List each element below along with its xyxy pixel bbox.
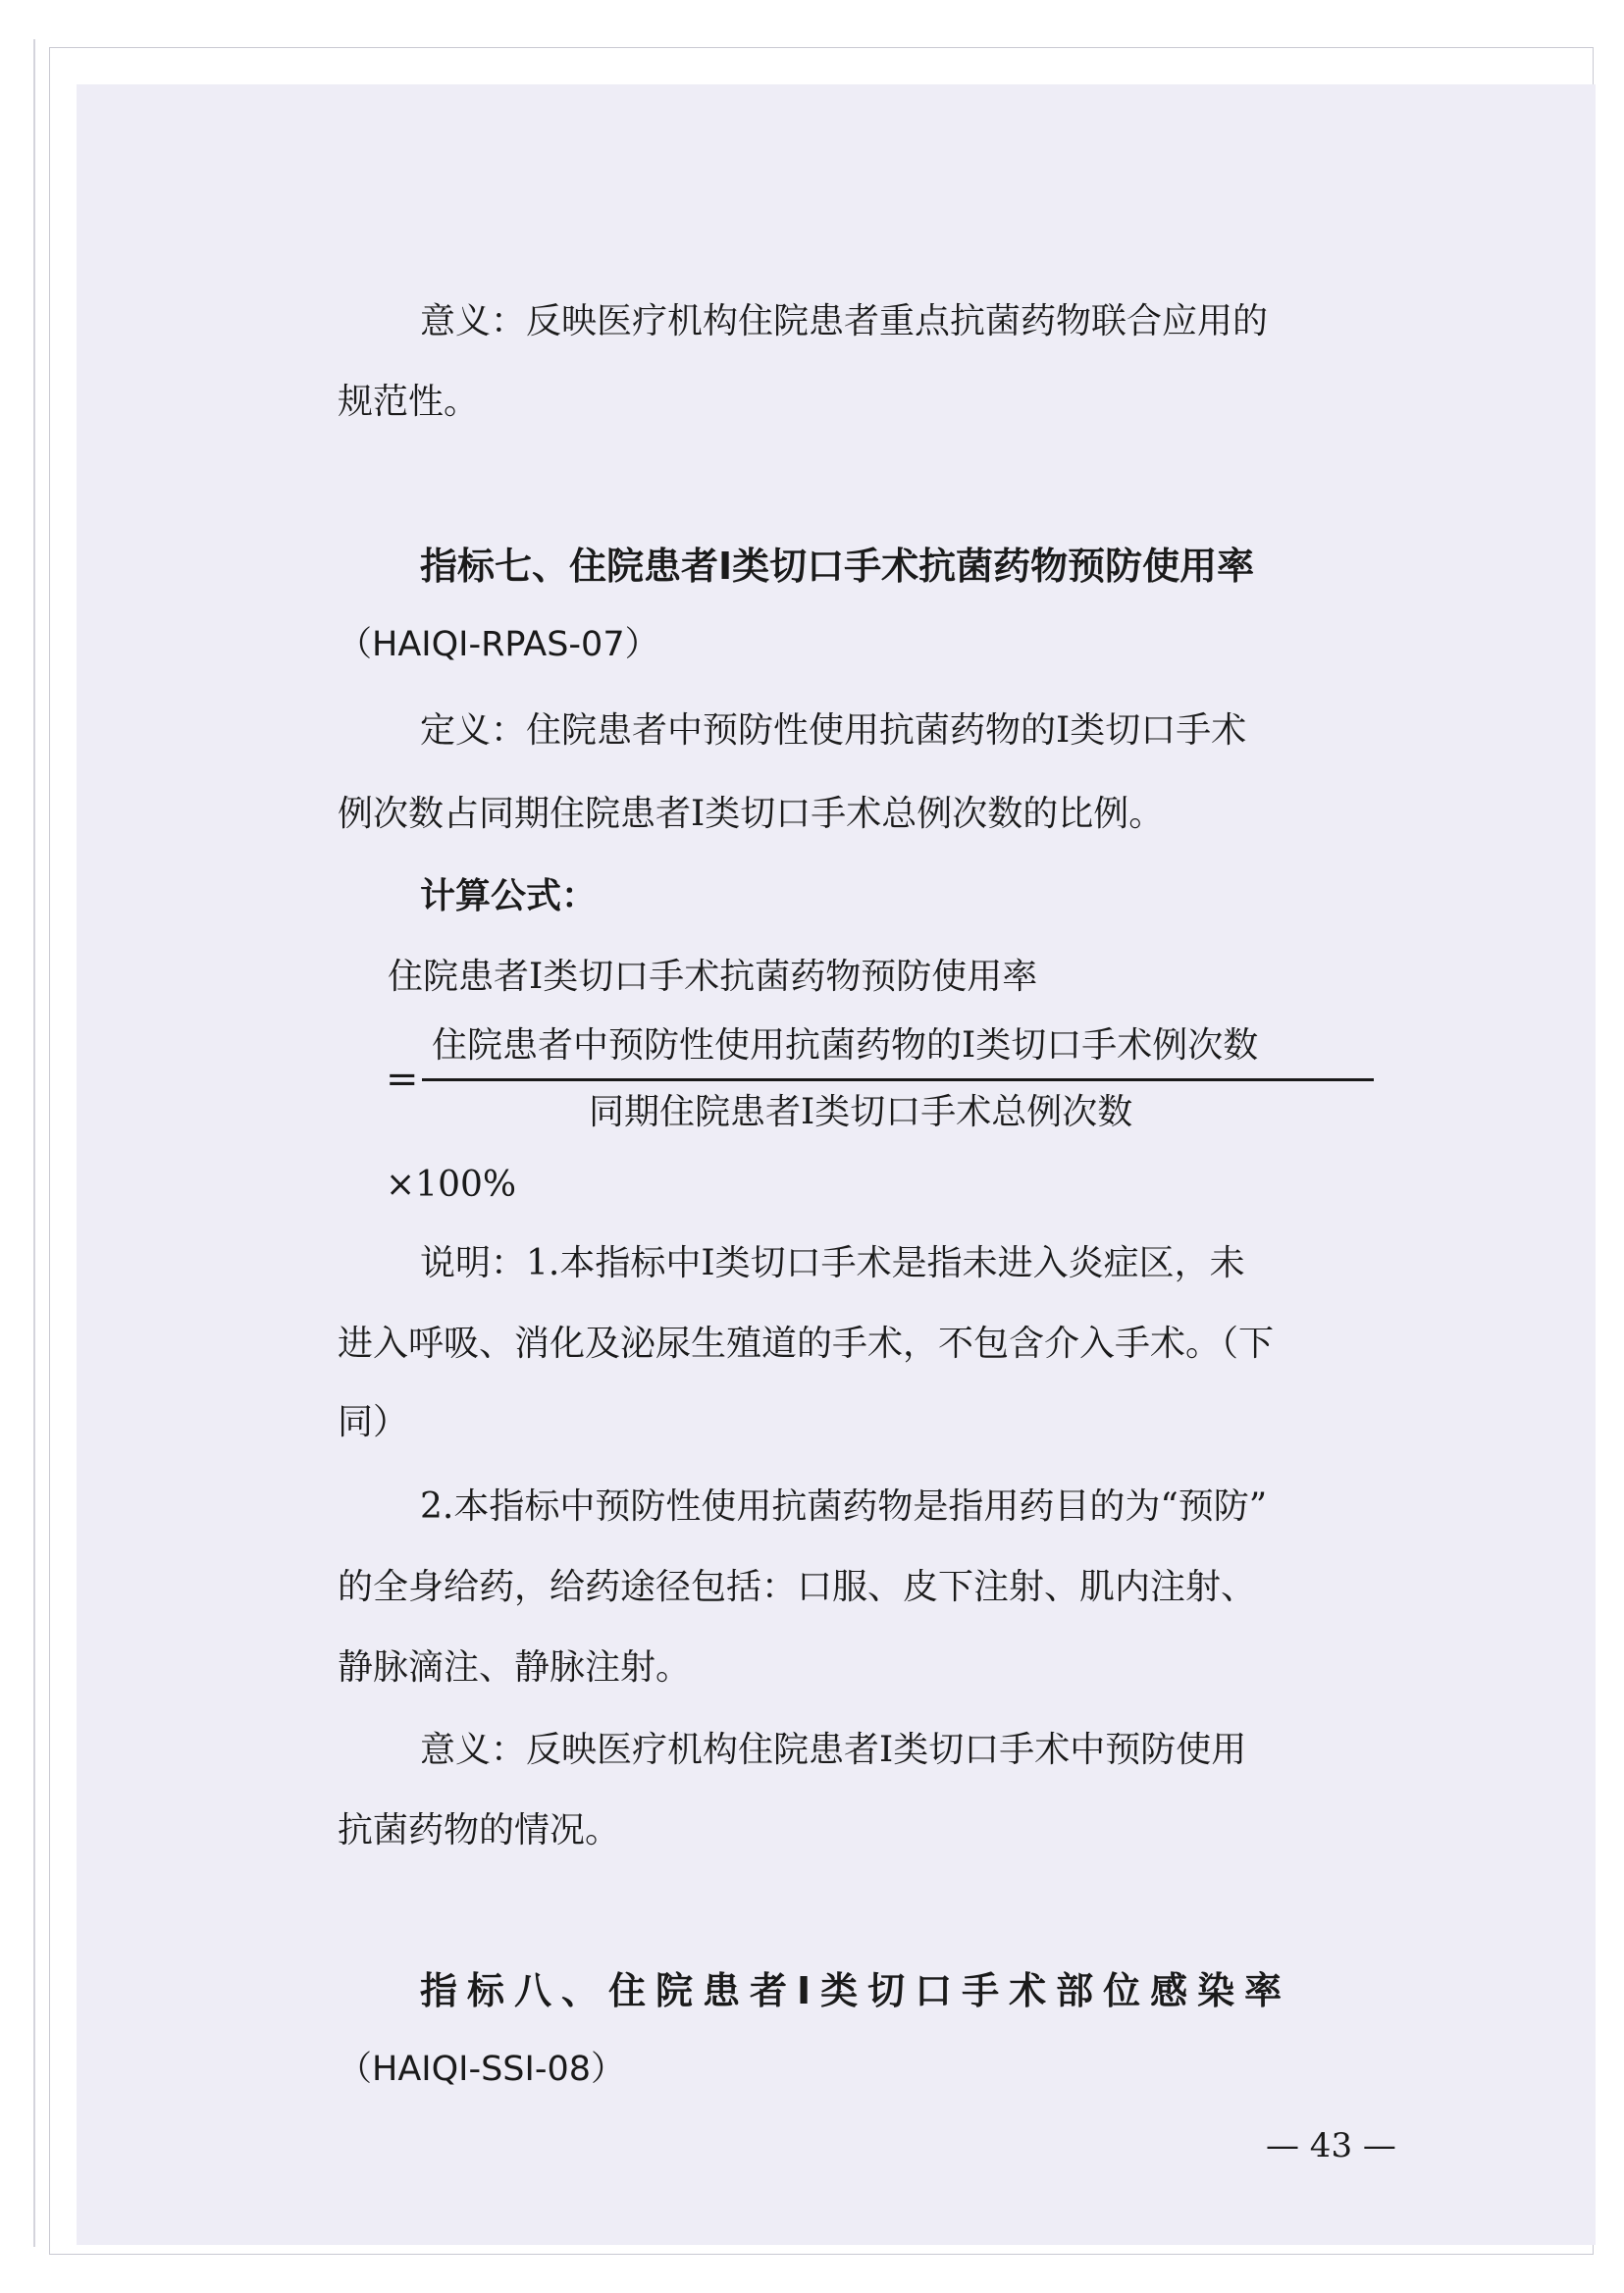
- note-1-line-1: 说明：1.本指标中Ⅰ类切口手术是指未进入炎症区，未: [420, 1243, 1245, 1283]
- note-2-line-2: 的全身给药，给药途径包括：口服、皮下注射、肌内注射、: [338, 1567, 1257, 1607]
- meaning-6-line-2: 规范性。: [338, 382, 480, 422]
- indicator-8-title: 指标八、住院患者Ⅰ类切口手术部位感染率: [420, 1969, 1292, 2012]
- note-2-line-3: 静脉滴注、静脉注射。: [338, 1647, 692, 1688]
- formula-equals: =: [386, 1057, 419, 1102]
- indicator-7-title: 指标七、住院患者Ⅰ类切口手术抗菌药物预防使用率: [420, 545, 1255, 588]
- indicator-8-code: （HAIQI-SSI-08）: [338, 2050, 626, 2089]
- meaning-6-line-1: 意义：反映医疗机构住院患者重点抗菌药物联合应用的: [420, 301, 1269, 341]
- definition-7-line-1: 定义：住院患者中预防性使用抗菌药物的Ⅰ类切口手术: [420, 710, 1247, 751]
- indicator-7-code: （HAIQI-RPAS-07）: [338, 625, 659, 664]
- note-2-line-1: 2.本指标中预防性使用抗菌药物是指用药目的为“预防”: [420, 1486, 1268, 1527]
- fraction-bar: [422, 1078, 1374, 1081]
- formula-lhs: 住院患者Ⅰ类切口手术抗菌药物预防使用率: [388, 957, 1038, 997]
- formula-denominator: 同期住院患者Ⅰ类切口手术总例次数: [589, 1092, 1133, 1132]
- page-number: — 43 —: [1266, 2126, 1396, 2165]
- note-1-line-2: 进入呼吸、消化及泌尿生殖道的手术，不包含介入手术。（下: [338, 1324, 1275, 1364]
- meaning-7-line-2: 抗菌药物的情况。: [338, 1810, 621, 1850]
- document-page: [77, 84, 1596, 2245]
- formula-numerator: 住院患者中预防性使用抗菌药物的Ⅰ类切口手术例次数: [432, 1025, 1259, 1066]
- meaning-7-line-1: 意义：反映医疗机构住院患者Ⅰ类切口手术中预防使用: [420, 1730, 1247, 1770]
- scan-edge-rule: [33, 39, 35, 2247]
- definition-7-line-2: 例次数占同期住院患者Ⅰ类切口手术总例次数的比例。: [338, 794, 1165, 834]
- formula-label: 计算公式：: [420, 875, 598, 916]
- formula-multiplier: ×100%: [386, 1165, 517, 1205]
- note-1-line-3: 同）: [338, 1402, 409, 1442]
